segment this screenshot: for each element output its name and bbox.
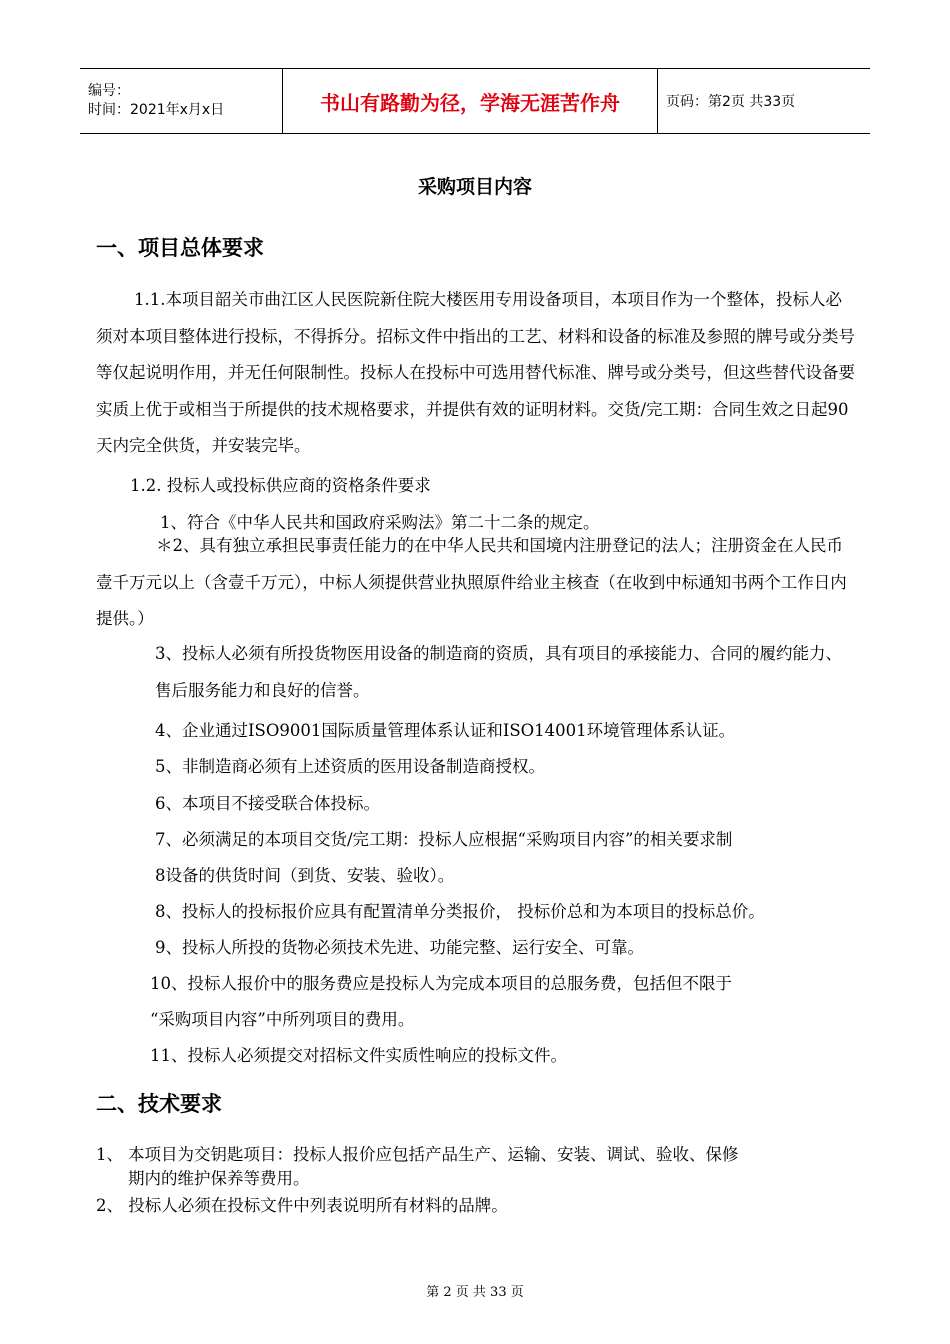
document-title: 采购项目内容 — [417, 176, 532, 198]
requirement-item-7: 7、必须满足的本项目交货/完工期：投标人应根据“采购项目内容”的相关要求制 — [155, 830, 733, 849]
requirement-item-4: 4、企业通过ISO9001国际质量管理体系认证和ISO14001环境管理体系认证。 — [155, 721, 736, 740]
requirement-item-1: 1、符合《中华人民共和国政府采购法》第二十二条的规定。 — [160, 513, 600, 532]
header-motto-text: 书山有路勤为径，学海无涯苦作舟 — [320, 90, 620, 115]
tech-item-1: 本项目为交钥匙项目：投标人报价应包括产品生产、运输、安装、调试、验收、保修 — [128, 1145, 739, 1164]
requirement-item-9: 9、投标人所投的货物必须技术先进、功能完整、运行安全、可靠。 — [155, 938, 644, 957]
tech-item-1-cont: 期内的维护保养等费用。 — [128, 1169, 310, 1188]
header-page-info-text: 页码：第2页 共33页 — [666, 94, 796, 110]
section-2-heading: 二、技术要求 — [96, 1092, 222, 1116]
requirement-item-3: 3、投标人必须有所投货物医用设备的制造商的资质，具有项目的承接能力、合同的履约能力、售后服务能力和良好的信誉。 — [155, 644, 842, 700]
page-footer: 第 2 页 共 33 页 — [426, 1285, 524, 1300]
header-meta — [80, 69, 282, 133]
header-motto — [282, 69, 658, 133]
section-1-heading: 一、项目总体要求 — [96, 236, 264, 260]
requirement-item-10: 10、投标人报价中的服务费应是投标人为完成本项目的总服务费，包括但不限于 — [150, 974, 732, 993]
paragraph-1-1: 1.1.本项目韶关市曲江区人民医院新住院大楼医用专用设备项目，本项目作为一个整体，投标人必须对本项目整体进行投标，不得拆分。招标文件中指出的工艺、材料和设备的标准及参照的牌号或分类号等仅起说明作用，并无任何限制性。投标人在投标中可选用替代标准、牌号或分类号，但这些替代设备要实质上优于或相当于所提供的技术规格要求，并提供有效的证明材料。交货/完工期：合同生效之日起90天内完全供货，并安装完毕。 — [96, 290, 855, 455]
header-number: 编号： — [88, 83, 130, 99]
paragraph-1-2: 1.2. 投标人或投标供应商的资格条件要求 — [130, 476, 431, 495]
requirement-item-8: 8、投标人的投标报价应具有配置清单分类报价， 投标价总和为本项目的投标总价。 — [155, 902, 765, 921]
requirement-item-10-cont: “采购项目内容”中所列项目的费用。 — [150, 1010, 415, 1029]
requirement-item-11: 11、投标人必须提交对招标文件实质性响应的投标文件。 — [150, 1046, 567, 1065]
tech-item-1-number: 1、 — [96, 1145, 123, 1164]
header-time: 时间：2021年x月x日 — [88, 102, 225, 118]
requirement-item-5: 5、非制造商必须有上述资质的医用设备制造商授权。 — [155, 757, 545, 776]
tech-item-2: 2、 投标人必须在投标文件中列表说明所有材料的品牌。 — [96, 1196, 508, 1215]
requirement-item-2: ＊2、具有独立承担民事责任能力的在中华人民共和国境内注册登记的法人；注册资金在人民币壹千万元以上（含壹千万元），中标人须提供营业执照原件给业主核查（在收到中标通知书两个工作日内提供。） — [96, 536, 847, 628]
requirement-item-6: 6、本项目不接受联合体投标。 — [155, 794, 380, 813]
page-header — [80, 68, 870, 134]
header-page-info — [658, 69, 870, 133]
requirement-item-7-cont: 8设备的供货时间（到货、安装、验收）。 — [155, 866, 455, 885]
